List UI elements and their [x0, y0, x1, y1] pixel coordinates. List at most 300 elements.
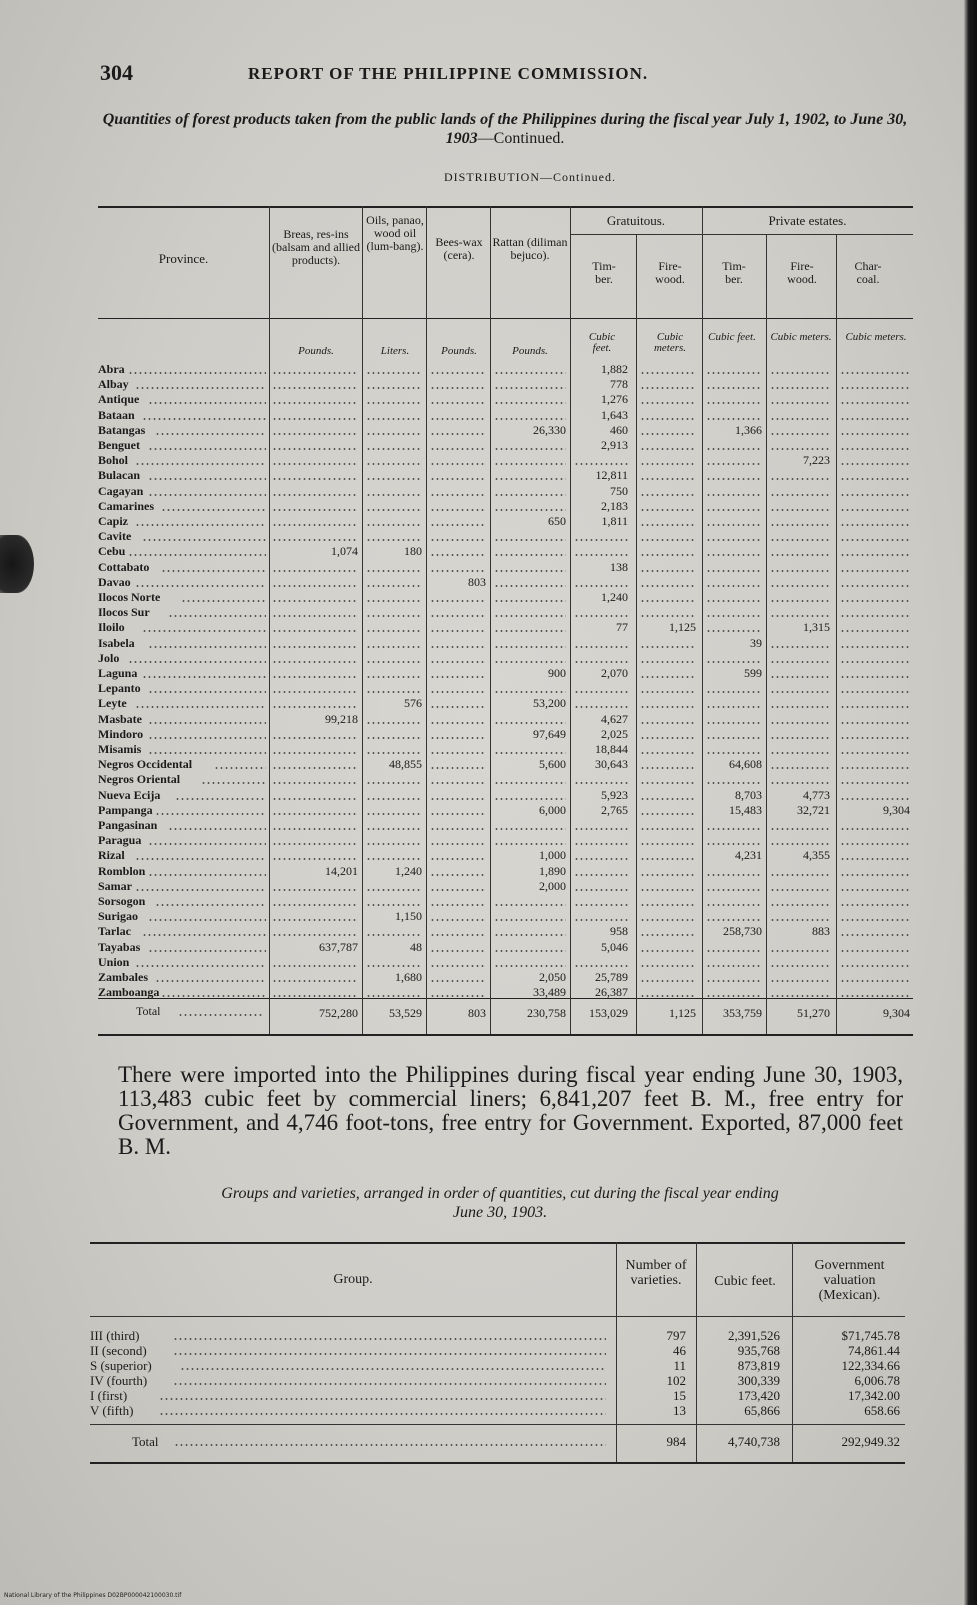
groups-total-rule	[90, 1424, 905, 1425]
table-cell: 5,923	[601, 787, 628, 802]
table-cell: 650	[548, 514, 566, 528]
dot-leader	[155, 813, 266, 815]
dot-leader	[366, 615, 422, 617]
dot-leader	[494, 965, 566, 967]
table-cell: 4,627	[601, 711, 628, 726]
province-name: Samar	[98, 878, 132, 893]
groups-cell: 65,866	[744, 1403, 780, 1418]
province-name: Batangas	[98, 422, 146, 437]
dot-leader	[640, 615, 696, 617]
dot-leader	[574, 706, 628, 708]
dot-leader	[430, 554, 486, 556]
province-name: Zamboanga	[98, 985, 160, 1000]
table-cell: 33,489	[533, 985, 566, 1000]
dot-leader	[272, 402, 358, 404]
dot-leader	[706, 509, 762, 511]
dot-leader	[770, 889, 830, 891]
dot-leader	[272, 828, 358, 830]
dot-leader	[366, 676, 422, 678]
header-province: Province.	[158, 251, 209, 266]
table-cell: 1,150	[395, 909, 422, 924]
dot-leader	[840, 965, 910, 967]
dot-leader	[272, 570, 358, 572]
dot-leader	[430, 676, 486, 678]
dot-leader	[272, 478, 358, 480]
province-name: Zambales	[98, 970, 149, 984]
table-cell: 26,330	[533, 422, 566, 437]
dot-leader	[272, 706, 358, 708]
dot-leader	[494, 919, 566, 921]
dot-leader	[366, 843, 422, 845]
dot-leader	[574, 782, 628, 784]
group-name: S (superior)	[90, 1358, 152, 1373]
dot-leader	[840, 706, 910, 708]
dot-leader	[430, 950, 486, 952]
dot-leader	[430, 615, 486, 617]
dot-leader	[173, 1383, 606, 1385]
groups-caption-line2: June 30, 1903.	[452, 1204, 548, 1221]
province-name: Ilocos Sur	[98, 605, 150, 620]
dot-leader	[706, 585, 762, 587]
dot-leader	[366, 630, 422, 632]
dot-leader	[494, 782, 566, 784]
table-cell: 1,315	[803, 620, 830, 635]
total-cell: 803	[468, 1006, 486, 1020]
dot-leader	[128, 554, 266, 556]
group-name: V (fifth)	[90, 1403, 134, 1418]
dot-leader	[494, 539, 566, 541]
dot-leader	[161, 995, 266, 997]
table-cell: 803	[468, 574, 486, 589]
dot-leader	[770, 448, 830, 450]
dot-leader	[640, 676, 696, 678]
dot-leader	[272, 737, 358, 739]
table-cell: 750	[610, 483, 628, 498]
groups-total-cell: 292,949.32	[841, 1434, 900, 1449]
table-cell: 15,483	[729, 802, 762, 817]
dot-leader	[840, 722, 910, 724]
dot-leader	[148, 752, 266, 754]
dot-leader	[430, 478, 486, 480]
dot-leader	[494, 494, 566, 496]
dot-leader	[770, 646, 830, 648]
dot-leader	[574, 965, 628, 967]
col-divider	[836, 234, 837, 1034]
table-cell: 2,183	[601, 498, 628, 513]
dot-leader	[366, 387, 422, 389]
dot-leader	[706, 919, 762, 921]
dot-leader	[706, 722, 762, 724]
dot-leader	[430, 418, 486, 420]
dot-leader	[706, 980, 762, 982]
col-divider	[636, 234, 637, 1034]
group-name: II (second)	[90, 1343, 147, 1358]
dot-leader	[178, 1014, 264, 1016]
groups-cell: 17,342.00	[848, 1388, 900, 1403]
dot-leader	[840, 509, 910, 511]
unit-rattan: Pounds.	[512, 345, 548, 357]
province-name: Lepanto	[98, 681, 141, 696]
table-cell: 4,355	[803, 848, 830, 863]
dot-leader	[272, 448, 358, 450]
dot-leader	[366, 737, 422, 739]
dot-leader	[366, 402, 422, 404]
dot-leader	[272, 798, 358, 800]
province-name: Tayabas	[98, 939, 141, 954]
groups-header-valuation: Government valuation (Mexican).	[814, 1258, 885, 1303]
dot-leader	[159, 1413, 606, 1415]
dot-leader	[272, 919, 358, 921]
dot-leader	[770, 965, 830, 967]
dot-leader	[706, 615, 762, 617]
groups-total-cell: 4,740,738	[728, 1434, 780, 1449]
dot-leader	[430, 524, 486, 526]
dot-leader	[840, 752, 910, 754]
dot-leader	[640, 828, 696, 830]
dot-leader	[135, 524, 266, 526]
dot-leader	[706, 539, 762, 541]
dot-leader	[430, 661, 486, 663]
dot-leader	[574, 828, 628, 830]
dot-leader	[840, 615, 910, 617]
total-cell: 230,758	[527, 1006, 566, 1020]
dot-leader	[366, 798, 422, 800]
dot-leader	[272, 387, 358, 389]
dot-leader	[430, 934, 486, 936]
dot-leader	[155, 433, 266, 435]
dot-leader	[706, 843, 762, 845]
dot-leader	[640, 980, 696, 982]
dot-leader	[640, 919, 696, 921]
table-cell: 7,223	[803, 453, 830, 468]
table-cell: 1,811	[601, 514, 628, 528]
table-cell: 576	[404, 696, 422, 711]
dot-leader	[770, 570, 830, 572]
table-cell: 1,000	[539, 848, 566, 863]
dot-leader	[366, 418, 422, 420]
header-g-timber: Tim-ber.	[592, 259, 616, 286]
dot-leader	[180, 1368, 606, 1370]
dot-leader	[640, 858, 696, 860]
dot-leader	[135, 463, 266, 465]
col-divider	[616, 1242, 617, 1462]
dot-leader	[706, 630, 762, 632]
table-cell: 99,218	[325, 711, 358, 726]
dot-leader	[430, 737, 486, 739]
table-cell: 25,789	[595, 970, 628, 984]
dot-leader	[640, 706, 696, 708]
dot-leader	[366, 570, 422, 572]
dot-leader	[272, 858, 358, 860]
dot-leader	[574, 858, 628, 860]
dot-leader	[770, 554, 830, 556]
dot-leader	[770, 661, 830, 663]
total-cell: 9,304	[883, 1006, 910, 1020]
dot-leader	[430, 980, 486, 982]
groups-cell: 797	[666, 1328, 686, 1343]
dot-leader	[770, 676, 830, 678]
dot-leader	[640, 524, 696, 526]
dot-leader	[494, 843, 566, 845]
dot-leader	[430, 798, 486, 800]
col-divider	[792, 1242, 793, 1462]
dot-leader	[366, 478, 422, 480]
dot-leader	[706, 782, 762, 784]
dot-leader	[272, 813, 358, 815]
dot-leader	[840, 494, 910, 496]
table-cell: 18,844	[595, 742, 628, 756]
dot-leader	[640, 965, 696, 967]
dot-leader	[494, 630, 566, 632]
dot-leader	[840, 691, 910, 693]
dot-leader	[840, 798, 910, 800]
dot-leader	[135, 965, 266, 967]
dot-leader	[840, 661, 910, 663]
dot-leader	[430, 494, 486, 496]
province-name: Isabela	[98, 635, 135, 650]
dot-leader	[770, 904, 830, 906]
groups-cell: 122,334.66	[841, 1358, 900, 1373]
dot-leader	[430, 767, 486, 769]
groups-cell: 173,420	[737, 1388, 780, 1403]
table-cell: 1,276	[601, 392, 628, 407]
province-name: Jolo	[98, 650, 120, 665]
dot-leader	[430, 965, 486, 967]
dot-leader	[430, 402, 486, 404]
dot-leader	[272, 965, 358, 967]
dot-leader	[148, 722, 266, 724]
table-cell: 8,703	[735, 787, 762, 802]
dot-leader	[770, 524, 830, 526]
dot-leader	[640, 767, 696, 769]
groups-bottom-rule	[90, 1462, 905, 1464]
dot-leader	[430, 904, 486, 906]
table-cell: 1,680	[395, 970, 422, 984]
dot-leader	[574, 843, 628, 845]
dot-leader	[366, 539, 422, 541]
dot-leader	[181, 600, 266, 602]
dot-leader	[494, 387, 566, 389]
caption-italic: Quantities of forest products taken from the public lands of the Philippines during the fiscal year July 1, 1902, to June 30, 1903	[102, 111, 908, 147]
dot-leader	[770, 691, 830, 693]
province-name: Surigao	[98, 909, 139, 924]
dot-leader	[430, 813, 486, 815]
dot-leader	[430, 782, 486, 784]
dot-leader	[640, 752, 696, 754]
dot-leader	[366, 722, 422, 724]
dot-leader	[272, 433, 358, 435]
dot-leader	[494, 570, 566, 572]
table-cell: 1,890	[539, 863, 566, 878]
dot-leader	[706, 554, 762, 556]
province-name: Capiz	[98, 514, 128, 528]
total-cell: 752,280	[319, 1006, 358, 1020]
unit-beeswax: Pounds.	[441, 345, 477, 357]
header-gratuitous: Gratuitous.	[606, 213, 666, 228]
dot-leader	[272, 843, 358, 845]
dot-leader	[135, 889, 266, 891]
dot-leader	[430, 995, 486, 997]
dot-leader	[706, 995, 762, 997]
province-name: Cavite	[98, 529, 132, 544]
province-name: Union	[98, 954, 130, 969]
groups-cell: 935,768	[737, 1343, 780, 1358]
dot-leader	[159, 1398, 606, 1400]
table-cell: 1,882	[601, 362, 628, 376]
dot-leader	[770, 372, 830, 374]
group-name: I (first)	[90, 1388, 128, 1403]
dot-leader	[574, 691, 628, 693]
dot-leader	[142, 418, 266, 420]
dot-leader	[706, 661, 762, 663]
dot-leader	[706, 372, 762, 374]
dot-leader	[272, 615, 358, 617]
table-cell: 77	[616, 620, 628, 635]
dot-leader	[430, 463, 486, 465]
table-cell: 637,787	[319, 939, 358, 954]
page-number: 304	[100, 60, 133, 85]
dot-leader	[706, 463, 762, 465]
dot-leader	[706, 828, 762, 830]
dot-leader	[640, 539, 696, 541]
dot-leader	[430, 600, 486, 602]
dot-leader	[640, 418, 696, 420]
dot-leader	[770, 843, 830, 845]
dot-leader	[148, 691, 266, 693]
table-cell: 64,608	[729, 757, 762, 772]
groups-cell: 46	[673, 1343, 686, 1358]
col-divider	[426, 206, 427, 1034]
table-cell: 48	[410, 939, 422, 954]
dot-leader	[366, 509, 422, 511]
groups-cell: 15	[673, 1388, 686, 1403]
header-oils: Oils, panao, wood oil (lum-bang).	[366, 213, 424, 253]
table-cell: 48,855	[389, 757, 422, 772]
dot-leader	[430, 570, 486, 572]
dot-leader	[430, 539, 486, 541]
dot-leader	[128, 372, 266, 374]
dot-leader	[640, 387, 696, 389]
province-name: Tarlac	[98, 924, 131, 939]
dot-leader	[272, 463, 358, 465]
dot-leader	[173, 1338, 606, 1340]
dot-leader	[494, 418, 566, 420]
province-name: Rizal	[98, 848, 125, 863]
groups-cell: 74,861.44	[848, 1343, 900, 1358]
dot-leader	[840, 995, 910, 997]
dot-leader	[272, 661, 358, 663]
dot-leader	[168, 828, 266, 830]
dot-leader	[494, 463, 566, 465]
province-name: Ilocos Norte	[98, 590, 161, 604]
groups-cell: 13	[673, 1403, 686, 1418]
table-cell: 1,240	[601, 590, 628, 604]
dot-leader	[640, 646, 696, 648]
dot-leader	[706, 478, 762, 480]
table-cell: 5,600	[539, 757, 566, 772]
ink-blot	[0, 535, 34, 593]
groups-header-cubic: Cubic feet.	[714, 1274, 776, 1289]
table-cell: 4,773	[803, 787, 830, 802]
dot-leader	[430, 919, 486, 921]
dot-leader	[148, 494, 266, 496]
dot-leader	[840, 904, 910, 906]
dot-leader	[430, 843, 486, 845]
dot-leader	[494, 615, 566, 617]
dot-leader	[272, 524, 358, 526]
table-cell: 2,913	[601, 438, 628, 452]
group-name: III (third)	[90, 1328, 140, 1343]
table-cell: 1,366	[735, 422, 762, 437]
unit-g-firewood: Cubic meters.	[653, 331, 687, 354]
scan-edge	[963, 0, 977, 1605]
dot-leader	[770, 509, 830, 511]
dot-leader	[366, 752, 422, 754]
dot-leader	[706, 387, 762, 389]
dot-leader	[840, 828, 910, 830]
table-bottom-rule	[98, 1034, 913, 1036]
province-name: Pangasinan	[98, 818, 158, 832]
dot-leader	[494, 600, 566, 602]
dot-leader	[366, 828, 422, 830]
dot-leader	[640, 691, 696, 693]
dot-leader	[770, 615, 830, 617]
dot-leader	[706, 524, 762, 526]
dot-leader	[272, 539, 358, 541]
dot-leader	[155, 904, 266, 906]
groups-cell: $71,745.78	[841, 1328, 900, 1343]
dot-leader	[272, 752, 358, 754]
dot-leader	[272, 494, 358, 496]
dot-leader	[366, 494, 422, 496]
table-cell: 2,070	[601, 666, 628, 680]
page-header	[100, 60, 880, 90]
dot-leader	[574, 585, 628, 587]
dot-leader	[770, 418, 830, 420]
dot-leader	[366, 524, 422, 526]
header-rattan: Rattan (diliman bejuco).	[492, 235, 568, 262]
dot-leader	[142, 630, 266, 632]
table-cell: 26,387	[595, 985, 628, 1000]
dot-leader	[770, 767, 830, 769]
dot-leader	[640, 737, 696, 739]
dot-leader	[430, 448, 486, 450]
dot-leader	[272, 418, 358, 420]
dot-leader	[574, 919, 628, 921]
unit-p-charcoal: Cubic meters.	[845, 331, 907, 343]
dot-leader	[640, 813, 696, 815]
dot-leader	[272, 995, 358, 997]
dot-leader	[272, 691, 358, 693]
groups-total-label: Total	[132, 1434, 159, 1449]
dot-leader	[494, 904, 566, 906]
table-cell: 2,765	[601, 802, 628, 817]
table-cell: 2,000	[539, 878, 566, 893]
dot-leader	[840, 478, 910, 480]
dot-leader	[430, 646, 486, 648]
table-cell: 180	[404, 544, 422, 559]
dot-leader	[366, 433, 422, 435]
dot-leader	[494, 661, 566, 663]
province-name: Bohol	[98, 453, 129, 468]
province-name: Albay	[98, 377, 129, 392]
header-p-timber: Tim-ber.	[722, 259, 746, 286]
dot-leader	[770, 402, 830, 404]
dot-leader	[366, 995, 422, 997]
dot-leader	[840, 570, 910, 572]
dot-leader	[640, 600, 696, 602]
dot-leader	[430, 889, 486, 891]
